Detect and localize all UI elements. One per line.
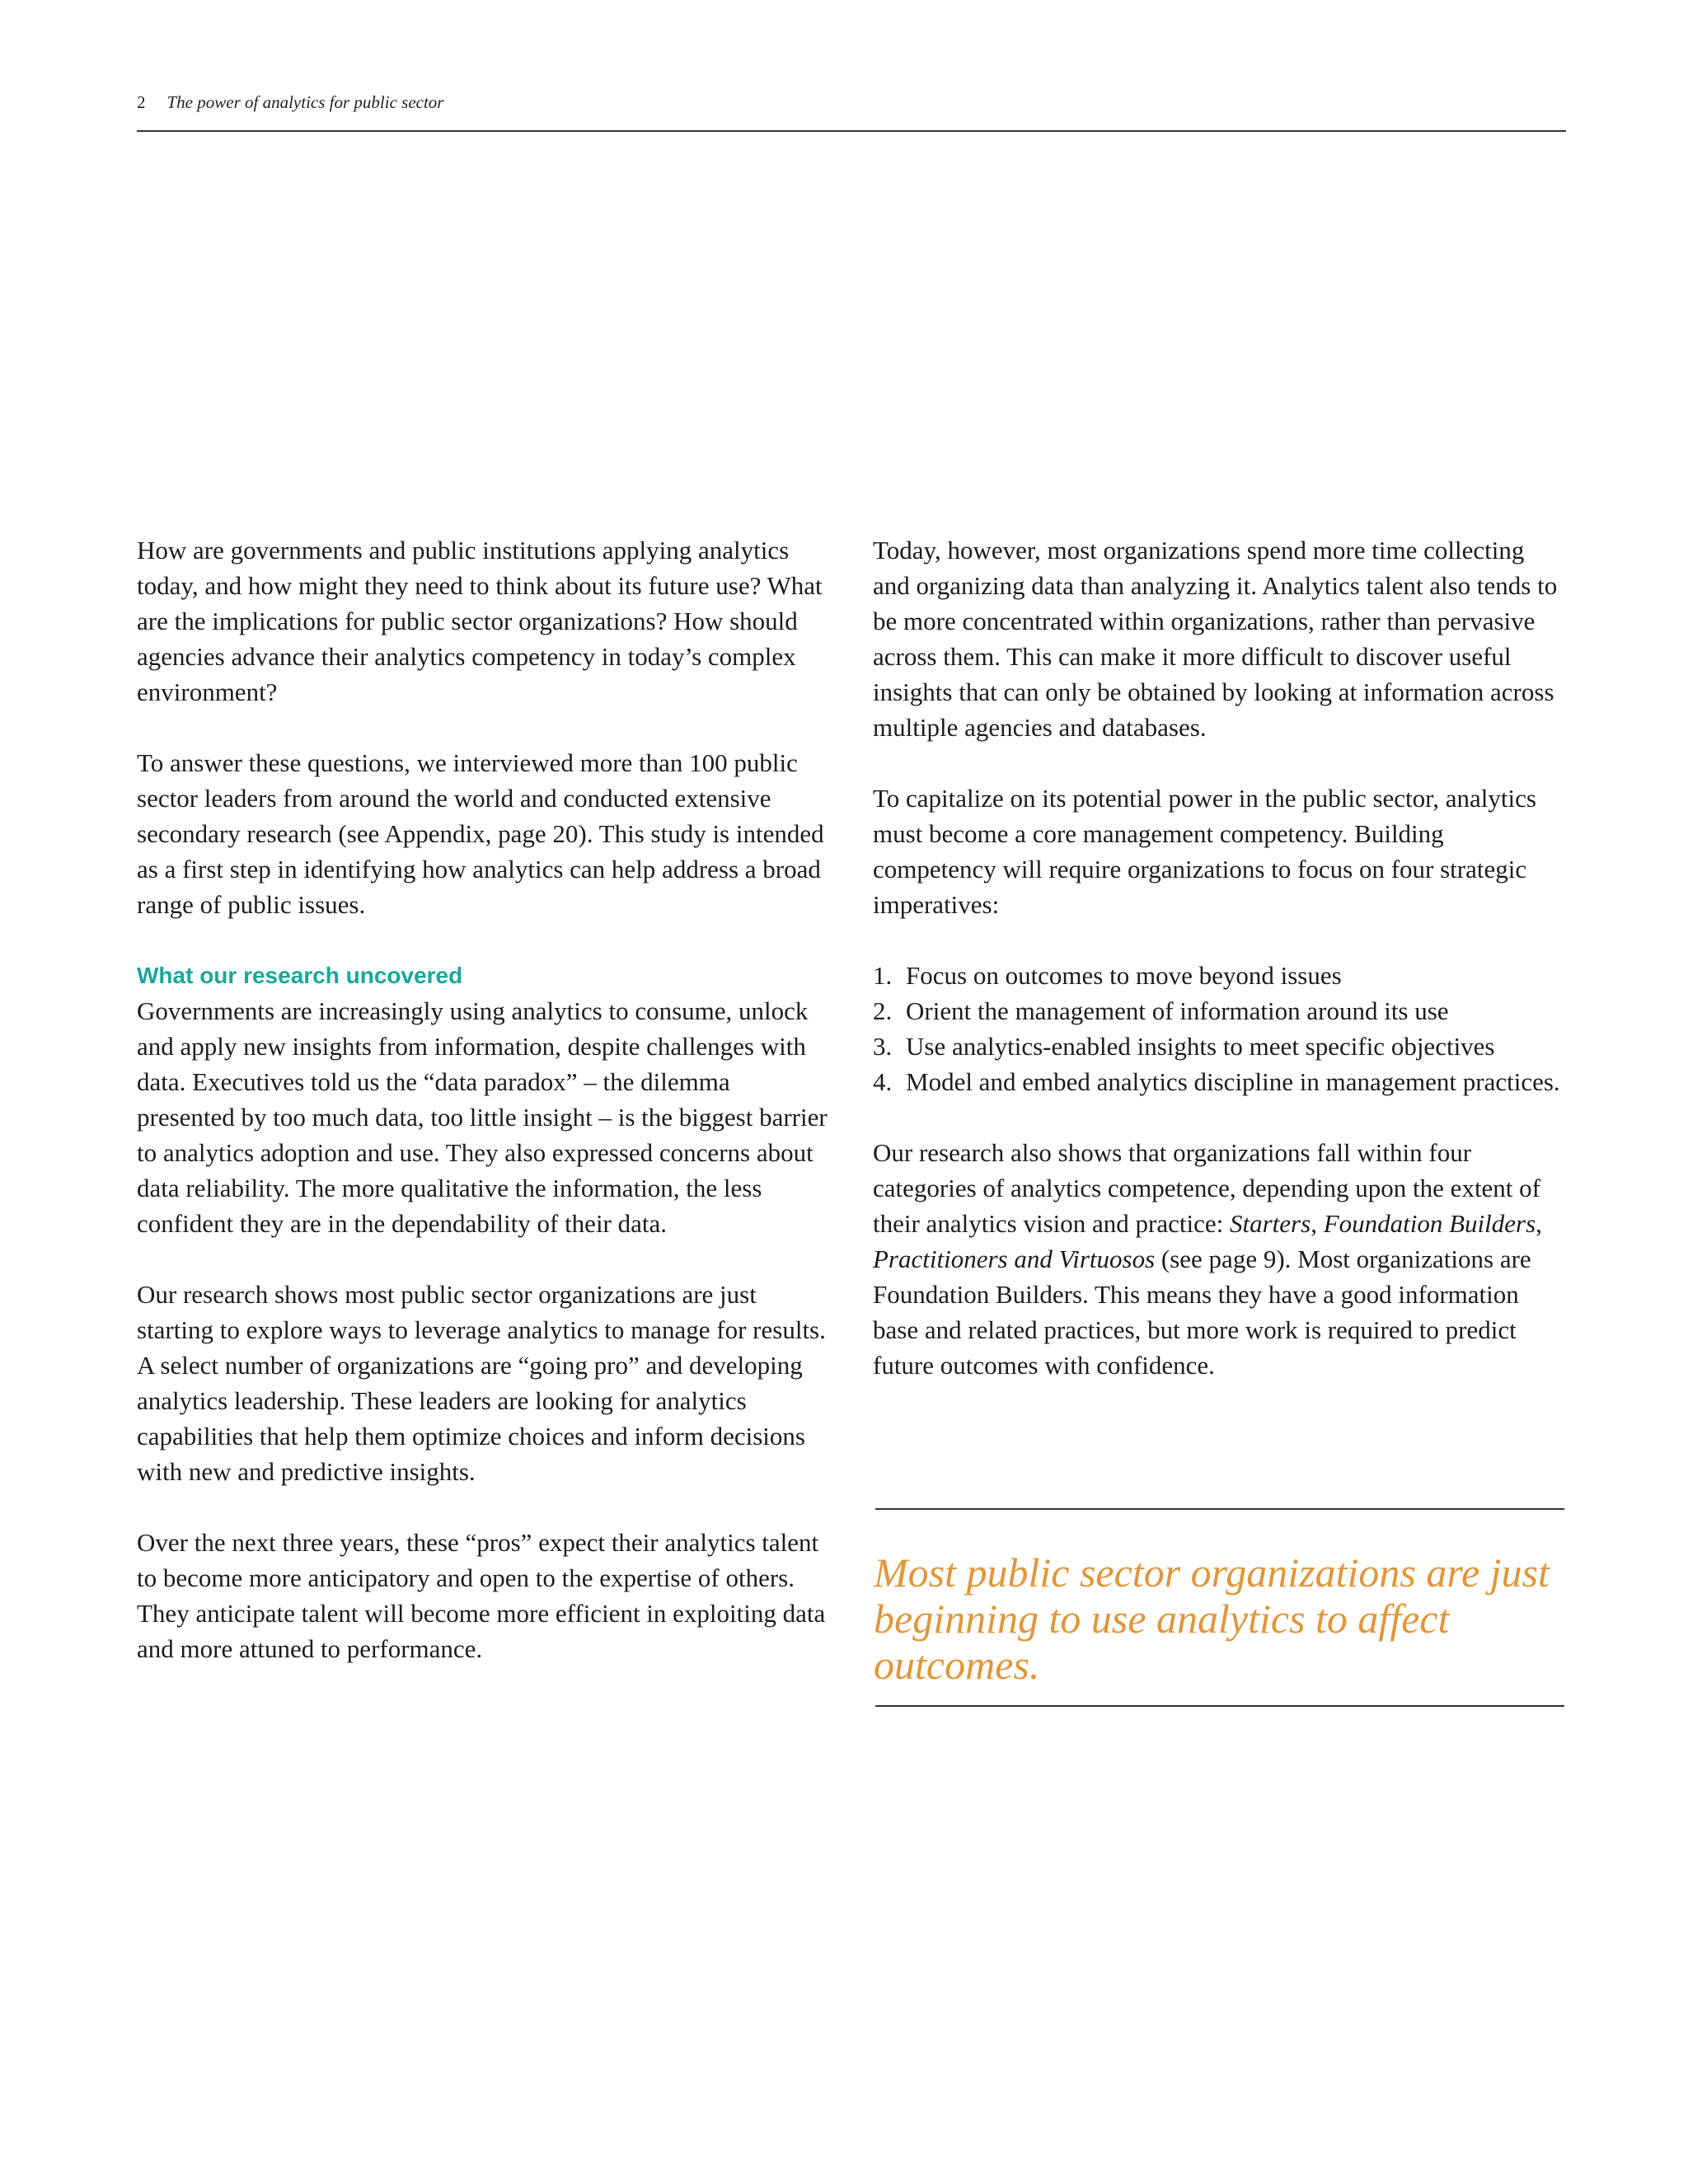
running-title: The power of analytics for public sector (166, 92, 444, 112)
list-item: 4. Model and embed analytics discipline in management practices. (873, 1067, 1560, 1096)
page-number: 2 (137, 92, 146, 112)
today-paragraph: Today, however, most organizations spend more time collecting and organizing data than analyzing it. Analytics talent also tends to be more concentrated within organizations, rather than pervasive across them. This can make it more difficult to discover useful insights that can only be obtained by looking at information across multiple agencies and databases. (873, 536, 1558, 742)
category-practitioners-virtuosos: Practitioners and Virtuosos (873, 1244, 1156, 1273)
intro-paragraph: How are governments and public institutions applying analytics today, and how might they need to think about its future use? What are the implications for public sector organizations? How should agencies advance their analytics competency in today’s complex environment? (137, 536, 823, 706)
right-column (873, 532, 1567, 1383)
method-paragraph: To answer these questions, we interviewed more than 100 public sector leaders from around the world and conducted extensive secondary research (see Appendix, page 20). This study is intended as a first step in identifying how analytics can help address a broad range of public issues. (137, 748, 824, 919)
list-item: 1. Focus on outcomes to move beyond issues (873, 961, 1342, 990)
pullquote-bottom-rule (875, 1705, 1564, 1707)
pullquote-top-rule (875, 1508, 1564, 1510)
imperatives-list (873, 958, 1567, 1099)
categories-paragraph: Our research also shows that organizations fall within four categories of analytics competence, depending upon the extent of their analytics vision and practice: Starters, Foundation Builders, Practitioners and Virtuosos (see page 9). Most organizations are Foundation Builders. This means they have a good information base and related practices, but more work is required to predict future outcomes with confidence. (873, 1138, 1542, 1380)
category-starters: Starters (1230, 1209, 1311, 1238)
going-pro-paragraph: Our research shows most public sector organizations are just starting to explore ways to leverage analytics to manage for results. A select number of organizations are “going pro” and developing analytics leadership. These leaders are looking for analytics capabilities that help them optimize choices and inform decisions with new and predictive insights. (137, 1280, 826, 1486)
left-column (137, 532, 829, 1666)
list-item: 2. Orient the management of information around its use (873, 996, 1449, 1025)
findings-paragraph: Governments are increasingly using analytics to consume, unlock and apply new insights from information, despite challenges with data. Executives told us the “data paradox” – the dilemma presented by too much data, too little insight – is the biggest barrier to analytics adoption and use. They also expressed concerns about data reliability. The more qualitative the information, the less confident they are in the dependability of their data. (137, 996, 828, 1238)
capitalize-paragraph: To capitalize on its potential power in the public sector, analytics must become a core management competency. Building competency will require organizations to focus on four strategic imperatives: (873, 784, 1536, 919)
category-foundation-builders: Foundation Builders (1323, 1209, 1536, 1238)
pullquote: Most public sector organizations are just beginning to use analytics to affect outcomes. (874, 1549, 1550, 1688)
outlook-paragraph: Over the next three years, these “pros” expect their analytics talent to become more anticipatory and open to the expertise of others. They anticipate talent will become more efficient in exploiting data and more attuned to performance. (137, 1528, 826, 1663)
section-subhead: What our research uncovered (137, 963, 463, 988)
running-header (137, 92, 1566, 132)
spacer (873, 922, 1567, 958)
list-item: 3. Use analytics-enabled insights to meet specific objectives (873, 1032, 1495, 1061)
